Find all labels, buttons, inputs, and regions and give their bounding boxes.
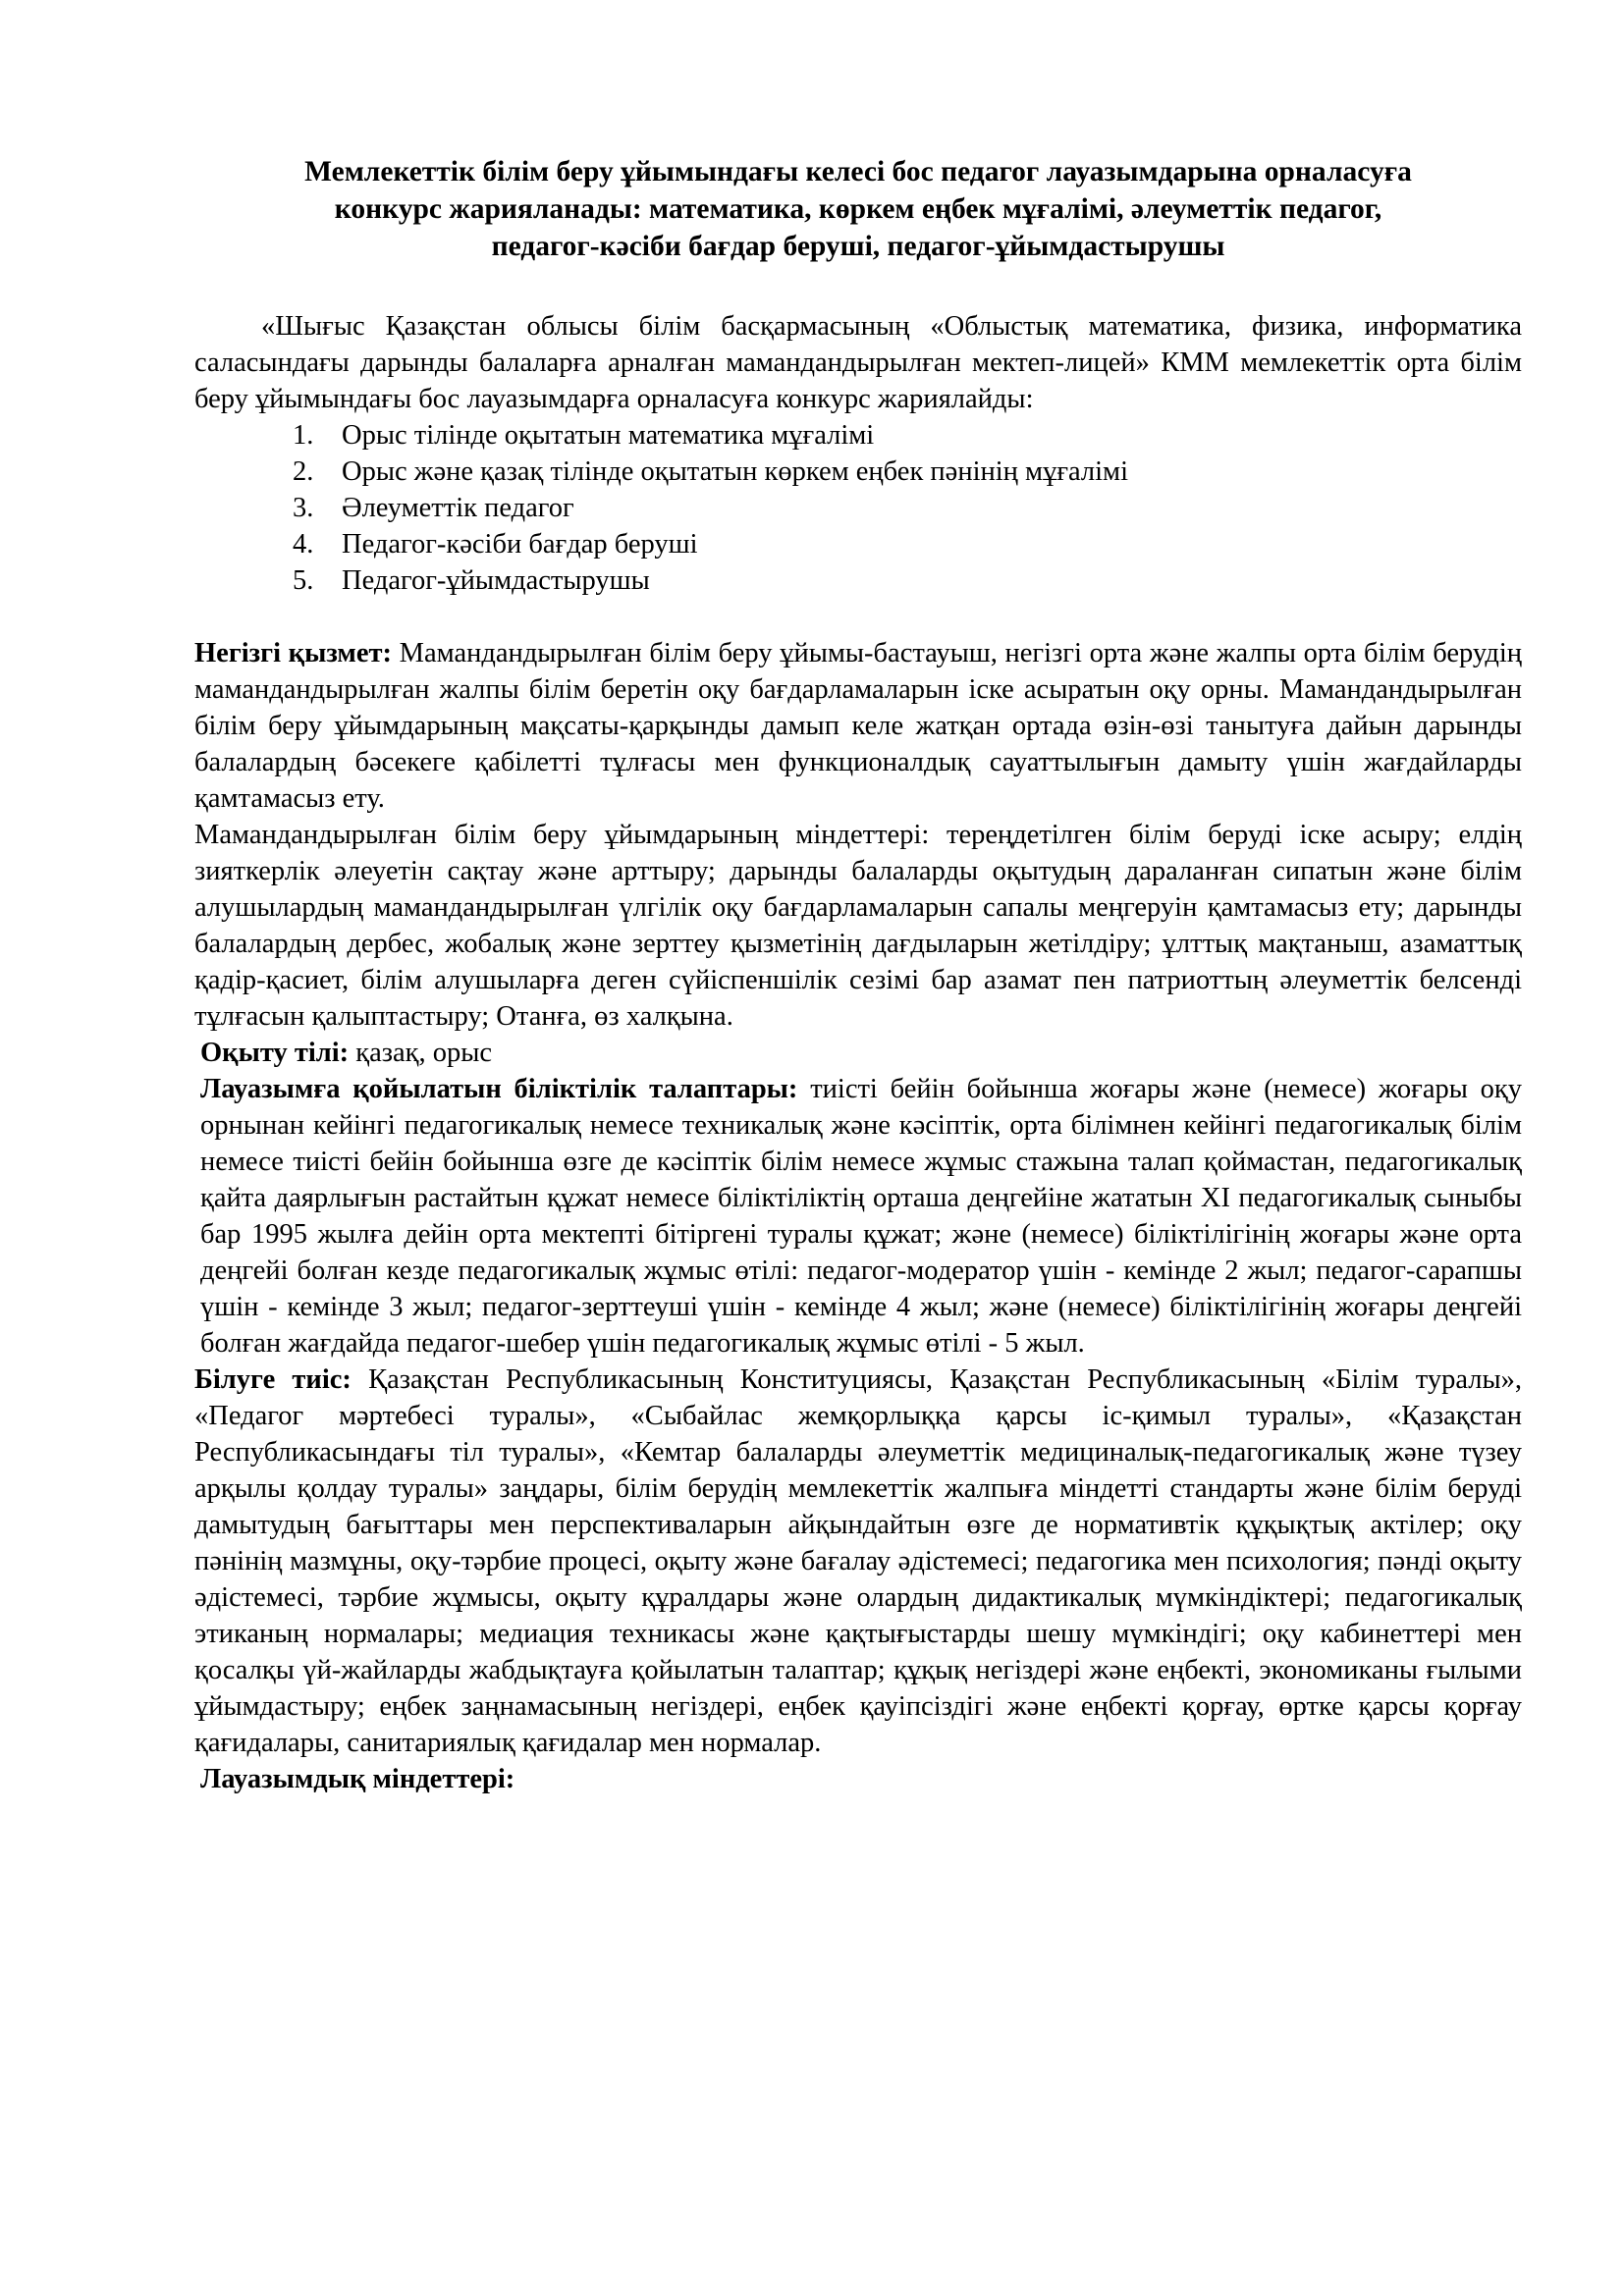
- intro-paragraph: «Шығыс Қазақстан облысы білім басқармасының «Облыстық математика, физика, информатика саласындағы дарынды балаларға арналған мамандандырылған мектеп-лицей» КММ мемлекеттік орта білім беру ұйымындағы бос лауазымдарға орналасуға конкурс жариялайды:: [194, 311, 1522, 414]
- list-number: 4.: [293, 529, 314, 560]
- knowledge-section: [194, 1362, 1522, 1761]
- tasks-paragraph: Мамандандырылған білім беру ұйымдарының міндеттері: тереңдетілген білім беруді іске асыру; елдің зияткерлік әлеуетін сақтау және арттыру; дарынды балаларды оқытудың дараланған сипатын және білім алушылардың мамандандырылған үлгілік оқу бағдарламаларын сапалы меңгеруін қамтамасыз ету; дарынды балалардың дербес, жобалық және зерттеу қызметінің дағдыларын жетілдіру; ұлттық мақтаныш, азаматтық қадір-қасиет, білім алушыларға деген сүйіспеншілік сезімі бар азамат пен патриоттың әлеуметтік белсенді тұлғасын қалыптастыру; Отанға, өз халқына.: [194, 820, 1522, 1032]
- duties-section: [194, 1761, 1522, 1797]
- language-label: Оқыту тілі:: [200, 1038, 350, 1068]
- qualification-label: Лауазымға қойылатын біліктілік талаптары:: [200, 1074, 798, 1104]
- main-activity-section: [194, 635, 1522, 817]
- list-item: [293, 526, 1522, 562]
- list-number: 5.: [293, 565, 314, 596]
- main-activity-text: Мамандандырылған білім беру ұйымы-бастауыш, негізгі орта және жалпы орта білім берудің мамандандырылған жалпы білім беретін оқу бағдарламаларын іске асыратын оқу орны. Мамандандырылған білім беру ұйымдарының мақсаты-қарқынды дамып келе жатқан ортада өзін-өзі танытуға дайын дарынды балалардың бәсекеге қабілетті тұлғасы мен функционалдық сауаттылығын дамыту үшін жағдайларды қамтамасыз ету.: [194, 638, 1522, 814]
- page-title: [194, 153, 1522, 265]
- position-title: Педагог-ұйымдастырушы: [342, 565, 650, 596]
- knowledge-label: Білуге тиіс:: [194, 1364, 352, 1395]
- language-text: қазақ, орыс: [349, 1038, 493, 1068]
- qualification-text: тиісті бейін бойынша жоғары және (немесе) жоғары оқу орнынан кейінгі педагогикалық немесе техникалық және кәсіптік, орта білімнен кейінгі педагогикалық білім немесе тиісті бейін бойынша өзге де кәсіптік білім немесе жұмыс стажына талап қоймастан, педагогикалық қайта даярлығын растайтын құжат немесе біліктіліктің орташа деңгейіне жататын XI педагогикалық сыныбы бар 1995 жылға дейін орта мектепті бітіргені туралы құжат; және (немесе) біліктілігінің жоғары және орта деңгейі болған кезде педагогикалық жұмыс өтілі: педагог-модератор үшін - кемінде 2 жыл; педагог-сарапшы үшін - кемінде 3 жыл; педагог-зерттеуші үшін - кемінде 4 жыл; және (немесе) біліктілігінің жоғары деңгейі болған жағдайда педагог-шебер үшін педагогикалық жұмыс өтілі - 5 жыл.: [200, 1074, 1522, 1359]
- title-line: Мемлекеттік білім беру ұйымындағы келесі бос педагог лауазымдарына орналасуға: [304, 156, 1412, 187]
- position-title: Орыс және қазақ тілінде оқытатын көркем еңбек пәнінің мұғалімі: [342, 456, 1129, 487]
- list-item: [293, 454, 1522, 490]
- list-item: [293, 490, 1522, 526]
- position-title: Әлеуметтік педагог: [342, 493, 574, 523]
- list-number: 3.: [293, 493, 314, 523]
- list-number: 2.: [293, 456, 314, 487]
- position-title: Педагог-кәсіби бағдар беруші: [342, 529, 698, 560]
- document-content: [194, 153, 1522, 1797]
- main-activity-label: Негізгі қызмет:: [194, 638, 392, 668]
- title-line: педагог-кәсіби бағдар беруші, педагог-ұйымдастырушы: [491, 231, 1225, 262]
- spacer: [194, 599, 1522, 635]
- positions-list: [194, 417, 1522, 599]
- knowledge-text: Қазақстан Республикасының Конституциясы, Қазақстан Республикасының «Білім туралы», «Педагог мәртебесі туралы», «Сыбайлас жемқорлыққа қарсы іс-қимыл туралы», «Қазақстан Республикасындағы тіл туралы», «Кемтар балаларды әлеуметтік медициналық-педагогикалық және түзеу арқылы қолдау туралы» заңдары, білім берудің мемлекеттік жалпыға міндетті стандарты және білім беруді дамытудың бағыттары мен перспективаларын айқындайтын өзге де нормативтік құқықтық актілер; оқу пәнінің мазмұны, оқу-тәрбие процесі, оқыту және бағалау әдістемесі; педагогика мен психология; пәнді оқыту әдістемесі, тәрбие жұмысы, оқыту құралдары және олардың дидактикалық мүмкіндіктері; педагогикалық этиканың нормалары; медиация техникасы және қақтығыстарды шешу мүмкіндігі; оқу кабинеттері мен қосалқы үй-жайларды жабдықтауға қойылатын талаптар; құқық негіздері және еңбекті, экономиканы ғылыми ұйымдастыру; еңбек заңнамасының негіздері, еңбек қауіпсіздігі және еңбекті қорғау, өртке қарсы қорғау қағидалары, санитариялық қағидалар мен нормалар.: [194, 1364, 1523, 1758]
- list-item: [293, 562, 1522, 599]
- duties-label: Лауазымдық міндеттері:: [200, 1764, 515, 1794]
- list-number: 1.: [293, 420, 314, 451]
- position-title: Орыс тілінде оқытатын математика мұғалімі: [342, 420, 875, 451]
- title-line: конкурс жарияланады: математика, көркем еңбек мұғалімі, әлеуметтік педагог,: [334, 193, 1382, 225]
- list-item: [293, 417, 1522, 454]
- language-section: [194, 1035, 1522, 1071]
- qualification-section: [194, 1071, 1522, 1362]
